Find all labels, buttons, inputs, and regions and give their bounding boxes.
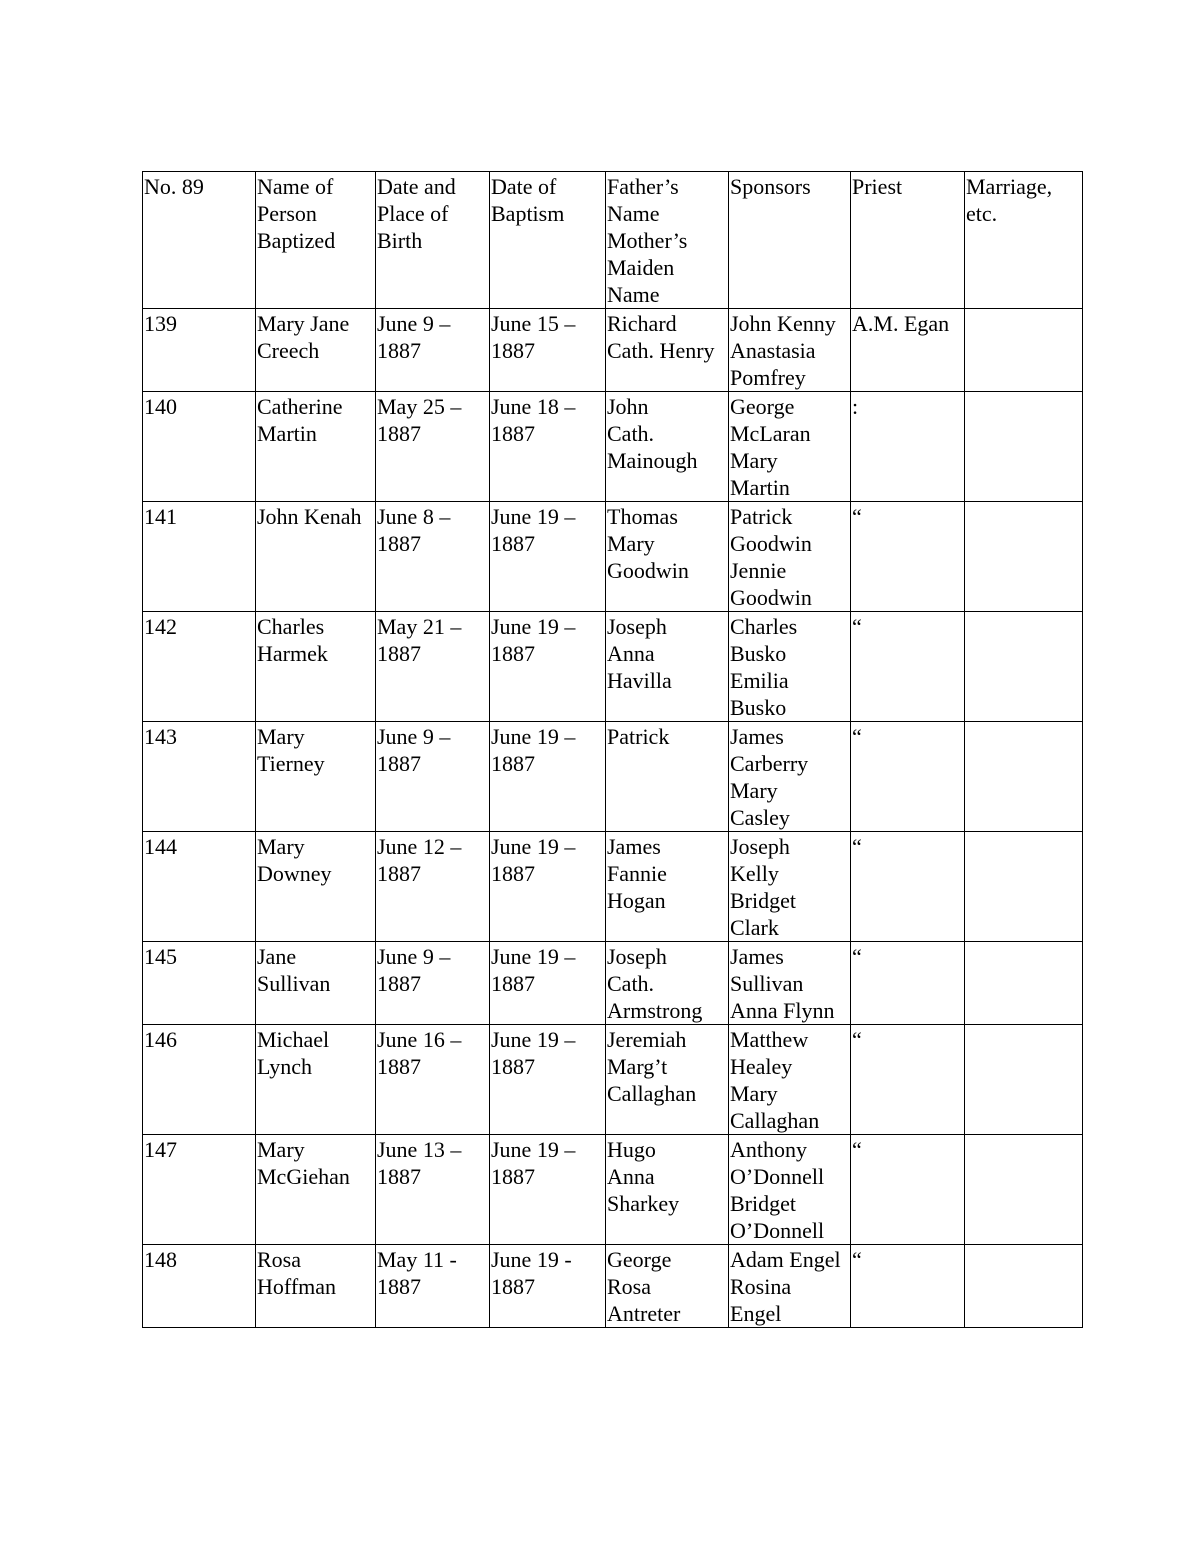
- cell-name: Rosa Hoffman: [256, 1245, 376, 1328]
- cell-baptism: June 19 – 1887: [490, 612, 606, 722]
- header-parents: Father’s Name Mother’s Maiden Name: [606, 172, 729, 309]
- cell-baptism: June 19 – 1887: [490, 832, 606, 942]
- cell-priest: “: [851, 1025, 965, 1135]
- table-row: [143, 309, 1083, 392]
- cell-birth: May 25 – 1887: [376, 392, 490, 502]
- cell-parents: Thomas Mary Goodwin: [606, 502, 729, 612]
- header-no: No. 89: [143, 172, 256, 309]
- cell-parents: Joseph Cath. Armstrong: [606, 942, 729, 1025]
- header-sponsors: Sponsors: [729, 172, 851, 309]
- table-row: [143, 1135, 1083, 1245]
- cell-marriage: [965, 612, 1083, 722]
- cell-sponsors: Matthew Healey Mary Callaghan: [729, 1025, 851, 1135]
- cell-name: Charles Harmek: [256, 612, 376, 722]
- header-birth: Date and Place of Birth: [376, 172, 490, 309]
- table-row: [143, 392, 1083, 502]
- cell-parents: Jeremiah Marg’t Callaghan: [606, 1025, 729, 1135]
- cell-parents: George Rosa Antreter: [606, 1245, 729, 1328]
- cell-priest: “: [851, 1135, 965, 1245]
- cell-priest: “: [851, 502, 965, 612]
- cell-no: 141: [143, 502, 256, 612]
- header-baptism: Date of Baptism: [490, 172, 606, 309]
- cell-no: 143: [143, 722, 256, 832]
- cell-marriage: [965, 832, 1083, 942]
- cell-no: 148: [143, 1245, 256, 1328]
- cell-priest: “: [851, 722, 965, 832]
- header-name: Name of Person Baptized: [256, 172, 376, 309]
- table-row: [143, 832, 1083, 942]
- cell-name: John Kenah: [256, 502, 376, 612]
- cell-priest: “: [851, 612, 965, 722]
- header-marriage: Marriage, etc.: [965, 172, 1083, 309]
- cell-parents: Hugo Anna Sharkey: [606, 1135, 729, 1245]
- cell-name: Mary McGiehan: [256, 1135, 376, 1245]
- cell-no: 142: [143, 612, 256, 722]
- cell-birth: June 8 – 1887: [376, 502, 490, 612]
- cell-priest: “: [851, 1245, 965, 1328]
- cell-birth: May 21 – 1887: [376, 612, 490, 722]
- cell-marriage: [965, 1025, 1083, 1135]
- cell-birth: June 12 – 1887: [376, 832, 490, 942]
- cell-no: 144: [143, 832, 256, 942]
- cell-sponsors: John Kenny Anastasia Pomfrey: [729, 309, 851, 392]
- cell-birth: June 9 – 1887: [376, 942, 490, 1025]
- table-row: [143, 1245, 1083, 1328]
- cell-marriage: [965, 722, 1083, 832]
- cell-sponsors: James Sullivan Anna Flynn: [729, 942, 851, 1025]
- cell-no: 145: [143, 942, 256, 1025]
- cell-baptism: June 19 – 1887: [490, 1135, 606, 1245]
- cell-parents: Richard Cath. Henry: [606, 309, 729, 392]
- cell-sponsors: James Carberry Mary Casley: [729, 722, 851, 832]
- cell-parents: James Fannie Hogan: [606, 832, 729, 942]
- cell-no: 140: [143, 392, 256, 502]
- cell-birth: June 9 – 1887: [376, 722, 490, 832]
- table-row: [143, 942, 1083, 1025]
- table-row: [143, 612, 1083, 722]
- cell-sponsors: George McLaran Mary Martin: [729, 392, 851, 502]
- cell-birth: May 11 - 1887: [376, 1245, 490, 1328]
- cell-marriage: [965, 1135, 1083, 1245]
- cell-name: Michael Lynch: [256, 1025, 376, 1135]
- cell-priest: :: [851, 392, 965, 502]
- cell-parents: Patrick: [606, 722, 729, 832]
- cell-name: Mary Downey: [256, 832, 376, 942]
- cell-no: 147: [143, 1135, 256, 1245]
- cell-birth: June 13 – 1887: [376, 1135, 490, 1245]
- cell-marriage: [965, 942, 1083, 1025]
- cell-sponsors: Patrick Goodwin Jennie Goodwin: [729, 502, 851, 612]
- cell-parents: Joseph Anna Havilla: [606, 612, 729, 722]
- cell-priest: “: [851, 832, 965, 942]
- cell-baptism: June 15 – 1887: [490, 309, 606, 392]
- cell-baptism: June 19 – 1887: [490, 1025, 606, 1135]
- cell-sponsors: Joseph Kelly Bridget Clark: [729, 832, 851, 942]
- cell-no: 146: [143, 1025, 256, 1135]
- cell-name: Jane Sullivan: [256, 942, 376, 1025]
- cell-baptism: June 18 – 1887: [490, 392, 606, 502]
- cell-birth: June 9 – 1887: [376, 309, 490, 392]
- cell-marriage: [965, 1245, 1083, 1328]
- baptism-register-table: [142, 171, 1083, 1328]
- cell-baptism: June 19 – 1887: [490, 942, 606, 1025]
- cell-sponsors: Adam Engel Rosina Engel: [729, 1245, 851, 1328]
- cell-marriage: [965, 392, 1083, 502]
- cell-sponsors: Anthony O’Donnell Bridget O’Donnell: [729, 1135, 851, 1245]
- cell-birth: June 16 – 1887: [376, 1025, 490, 1135]
- cell-baptism: June 19 – 1887: [490, 502, 606, 612]
- cell-marriage: [965, 309, 1083, 392]
- cell-parents: John Cath. Mainough: [606, 392, 729, 502]
- table-row: [143, 722, 1083, 832]
- header-priest: Priest: [851, 172, 965, 309]
- cell-name: Mary Tierney: [256, 722, 376, 832]
- cell-baptism: June 19 – 1887: [490, 722, 606, 832]
- cell-name: Catherine Martin: [256, 392, 376, 502]
- cell-priest: “: [851, 942, 965, 1025]
- table-row: [143, 1025, 1083, 1135]
- cell-marriage: [965, 502, 1083, 612]
- cell-sponsors: Charles Busko Emilia Busko: [729, 612, 851, 722]
- cell-baptism: June 19 - 1887: [490, 1245, 606, 1328]
- cell-no: 139: [143, 309, 256, 392]
- table-row: [143, 502, 1083, 612]
- cell-priest: A.M. Egan: [851, 309, 965, 392]
- header-row: [143, 172, 1083, 309]
- cell-name: Mary Jane Creech: [256, 309, 376, 392]
